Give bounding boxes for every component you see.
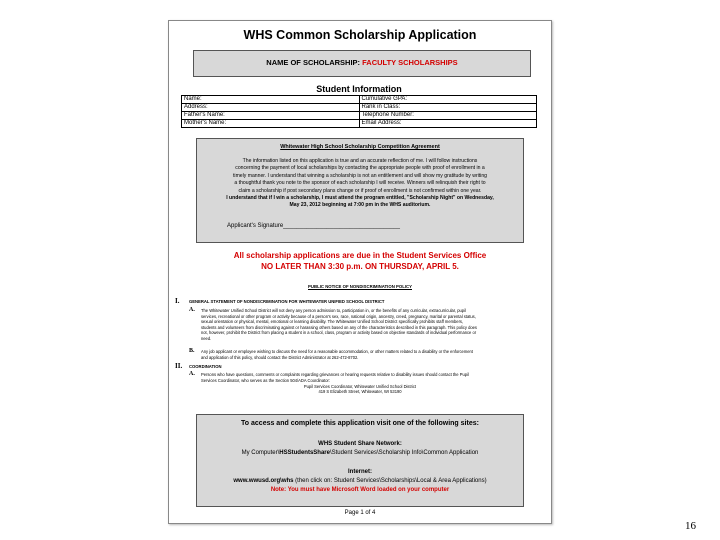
coordinator-address: Pupil Services Coordinator, Whitewater Unified School District 419 S Elizabeth Street, Whitewater, WI 53190 (303, 384, 417, 395)
scholarship-label: NAME OF SCHOLARSHIP: (266, 58, 361, 67)
network-path: My Computer\HSStudentsShare\Student Services\Scholarship Info\Common Application (241, 450, 479, 456)
internet-label: Internet: (348, 469, 372, 475)
access-info-box (196, 414, 524, 507)
scholarship-value: FACULTY SCHOLARSHIPS (362, 58, 458, 67)
mother-name-field[interactable]: Mother's Name: (182, 120, 360, 128)
student-info-table (181, 95, 537, 128)
item-label: A. (189, 307, 195, 313)
word-note: Note: You must have Microsoft Word loaded on your computer (270, 487, 450, 493)
network-label: WHS Student Share Network: (318, 441, 402, 447)
table-row (182, 120, 537, 128)
item-label: B. (189, 348, 195, 354)
father-name-field[interactable]: Father's Name: (182, 112, 360, 120)
nondiscrimination-paragraph: The Whitewater Unified School District will not deny any person admission to, participation in, or the benefits of any curricular, extracurricular, pupil services, recreational or other program or activity because of a person's sex, race, national origin, ancestry, creed, pregnancy, marital or parental status, sexual orientation or physical, mental, emotional or learning disability. The Whitewater Unified School District specifically prohibits staff members, students and volunteers from discriminating against or harassing others based on any of the characteristics described in this paragraph. This policy does not, however, prohibit the District from placing a student in a school, class, program or activity based on objective standards of individual performance or need. (201, 308, 477, 341)
telephone-field[interactable]: Telephone Number: (359, 112, 537, 120)
table-row (182, 96, 537, 104)
section-heading: COORDINATION (189, 364, 222, 369)
internet-path: www.wwusd.org\whs (then click on: Student Services\Scholarships\Local & Area Applications) (233, 478, 487, 484)
gpa-field[interactable]: Cumulative GPA: (359, 96, 537, 104)
agreement-box (196, 138, 524, 243)
due-deadline: NO LATER THAN 3:30 p.m. ON THURSDAY, APRIL 5. (261, 262, 459, 271)
policy-title: PUBLIC NOTICE OF NONDISCRIMINATION POLICY (308, 284, 412, 289)
name-field[interactable]: Name: (182, 96, 360, 104)
access-heading: To access and complete this application visit one of the following sites: (241, 420, 479, 427)
document-page (168, 20, 552, 524)
page-footer: Page 1 of 4 (344, 510, 376, 516)
agreement-title: Whitewater High School Scholarship Competition Agreement (280, 144, 440, 150)
slide-number: 16 (685, 520, 696, 532)
document-title: WHS Common Scholarship Application (243, 28, 477, 42)
section-heading: GENERAL STATEMENT OF NONDISCRIMINATION FOR WHITEWATER UNIFIED SCHOOL DISTRICT (189, 299, 385, 304)
scholarship-name-box (193, 50, 531, 77)
table-row (182, 112, 537, 120)
student-info-heading: Student Information (316, 84, 402, 94)
rank-field[interactable]: Rank in Class: (359, 104, 537, 112)
section-number: I. (175, 297, 180, 305)
email-field[interactable]: Email Address: (359, 120, 537, 128)
item-label: A. (189, 371, 195, 377)
signature-line[interactable]: Applicant's Signature___________________________________ (227, 223, 400, 229)
accommodation-paragraph: Any job applicant or employee wishing to discuss the need for a reasonable accommodation, or other matters related to a disability or the enforcement and application of this policy, should contact the District Administrator at 262-472-8702. (201, 349, 473, 360)
due-notice: All scholarship applications are due in the Student Services Office (233, 251, 487, 260)
address-field[interactable]: Address: (182, 104, 360, 112)
coordination-paragraph: Persons who have questions, comments or complaints regarding grievances or hearing requests relative to disability issues should contact the Pupil Services Coordinator, who serves as the Section 504/ADA Coordinator: (201, 372, 469, 383)
internet-link[interactable]: www.wwusd.org\whs (233, 478, 294, 484)
agreement-text: The information listed on this application is true and an accurate reflection of me. I will follow instructions concerning the payment of local scholarships by contacting the appropriate people with proof of enrollment in a timely manner. I understand that winning a scholarship is not an entitlement and will show my gratitude by writing a thoughtful thank you note to the sponsor of each scholarship I will receive. Winners will relinquish their right to claim a scholarship if post secondary plans change or if proof of enrollment is not confirmed within one year. I understand that if I win a scholarship, I must attend the program entitled, "Scholarship Night" on Wednesday, May 23, 2012 beginning at 7:00 pm in the WHS auditorium. (226, 158, 494, 209)
section-number: II. (175, 362, 183, 370)
table-row (182, 104, 537, 112)
